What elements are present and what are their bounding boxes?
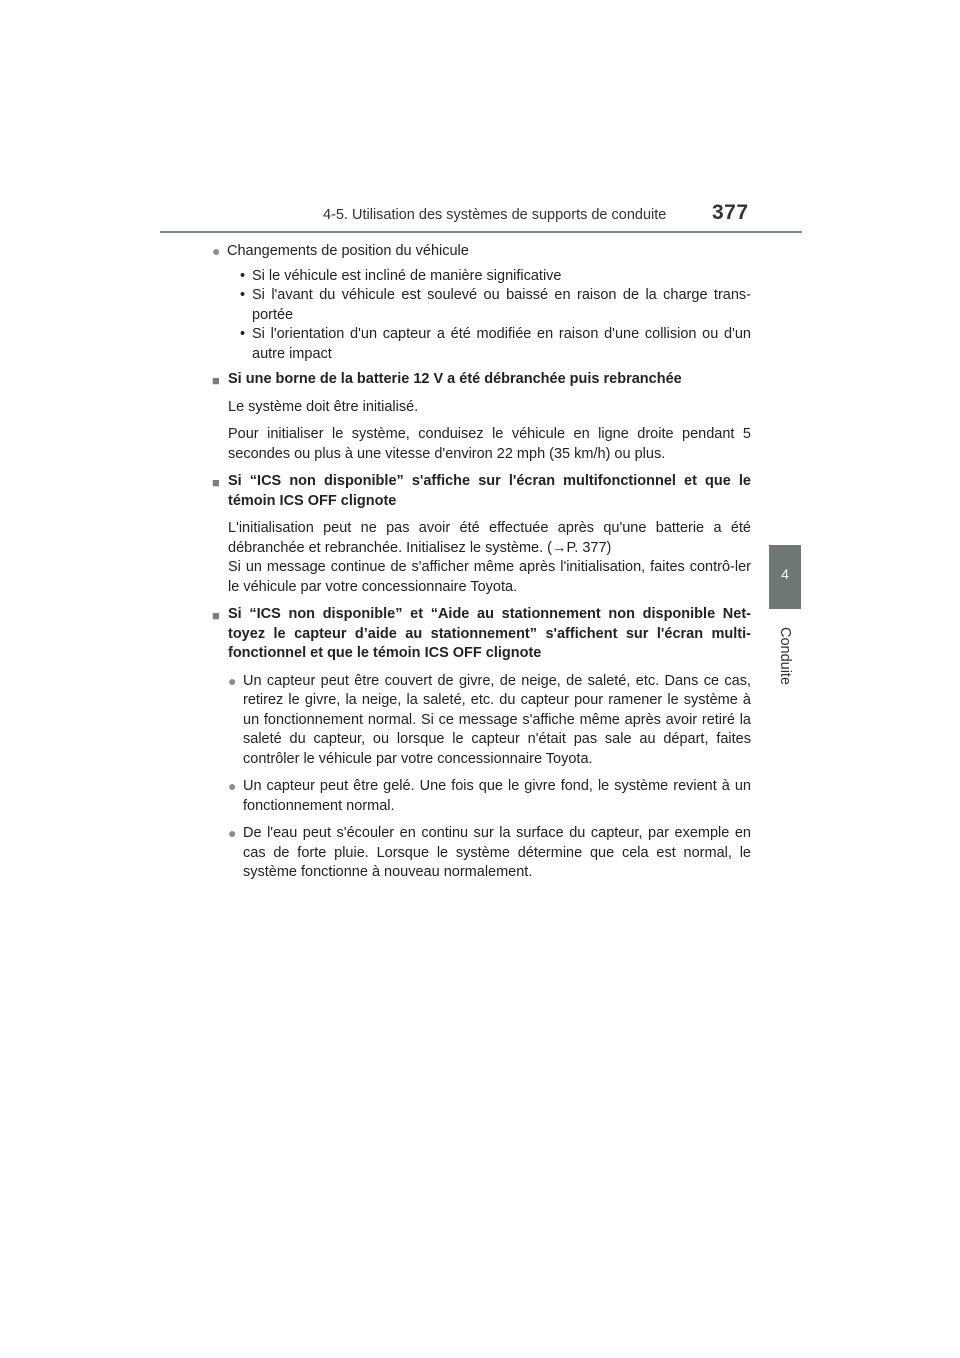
section-heading: [212, 370, 751, 390]
bullet-text: Un capteur peut être couvert de givre, de neige, de saleté, etc. Dans ce cas, retirez le givre, la neige, la saleté, etc. du capteur pour ramener le système à un fonctionnement normal. Si ce message s'affiche même après avoir retiré la saleté du capteur, ou lorsque le capteur n'était pas sale au départ, faites contrôler le véhicule par votre concessionnaire Toyota.: [243, 672, 751, 767]
page-content: [212, 242, 751, 891]
section-heading-text: Si “ICS non disponible” s'affiche sur l'écran multifonctionnel et que le témoin ICS OFF clignote: [228, 473, 751, 509]
square-bullet-icon: ■: [212, 608, 220, 623]
bullet-circle-icon: ●: [212, 243, 221, 259]
bullet-item: [228, 824, 751, 883]
list-item: [212, 286, 751, 325]
bullet-circle-icon: ●: [228, 778, 237, 794]
section-heading: [212, 605, 751, 664]
bullet-text: Un capteur peut être gelé. Une fois que le givre fond, le système revient à un fonctionnement normal.: [243, 778, 751, 814]
list-item: [212, 267, 751, 287]
section-heading: [212, 472, 751, 511]
paragraph: [212, 519, 751, 597]
header-divider: [160, 231, 802, 233]
chapter-tab: [769, 545, 801, 609]
bullet-circle-icon: ●: [228, 825, 237, 841]
list-dot-icon: •: [240, 267, 246, 284]
paragraph-line: L'initialisation peut ne pas avoir été effectuée après qu'une batterie a été débranchée et rebranchée. Initialisez le système. (→P. 377): [228, 520, 751, 556]
list-item: [212, 325, 751, 364]
chapter-label: Conduite: [777, 626, 793, 686]
square-bullet-icon: ■: [212, 373, 220, 388]
position-change-list: [212, 267, 751, 365]
square-bullet-icon: ■: [212, 475, 220, 490]
bullet-item: [228, 672, 751, 770]
bullet-circle-icon: ●: [228, 672, 237, 689]
list-item-text: Si le véhicule est incliné de manière significative: [252, 267, 562, 284]
list-dot-icon: •: [240, 287, 246, 303]
list-dot-icon: •: [240, 326, 246, 342]
paragraph-line: Si un message continue de s'afficher même après l'initialisation, faites contrô-ler le véhicule par votre concessionnaire Toyota.: [228, 559, 751, 595]
bullet-text: De l'eau peut s'écouler en continu sur la surface du capteur, par exemple en cas de forte pluie. Lorsque le système détermine que cela est normal, le système fonctionne à nouveau normalement.: [243, 825, 751, 880]
paragraph: Le système doit être initialisé.: [228, 398, 419, 415]
page-number: 377: [712, 201, 749, 224]
header-section-title: 4-5. Utilisation des systèmes de supports de conduite: [323, 207, 667, 223]
list-item-text: Si l'avant du véhicule est soulevé ou baissé en raison de la charge trans-portée: [252, 287, 751, 323]
bullet-item: [212, 242, 751, 262]
bullet-text: Changements de position du véhicule: [227, 243, 469, 259]
list-item-text: Si l'orientation d'un capteur a été modifiée en raison d'une collision ou d'un autre impact: [252, 326, 751, 362]
section-heading-text: Si “ICS non disponible” et “Aide au stationnement non disponible Net-toyez le capteur d’aide au stationnement” s'affichent sur l'écran multi-fonctionnel et que le témoin ICS OFF clignote: [228, 606, 751, 661]
chapter-number: 4: [781, 566, 789, 582]
paragraph: Pour initialiser le système, conduisez le véhicule en ligne droite pendant 5 secondes ou plus à une vitesse d'environ 22 mph (35 km/h) ou plus.: [228, 426, 751, 462]
section-heading-text: Si une borne de la batterie 12 V a été débranchée puis rebranchée: [228, 371, 682, 387]
bullet-item: [228, 777, 751, 816]
